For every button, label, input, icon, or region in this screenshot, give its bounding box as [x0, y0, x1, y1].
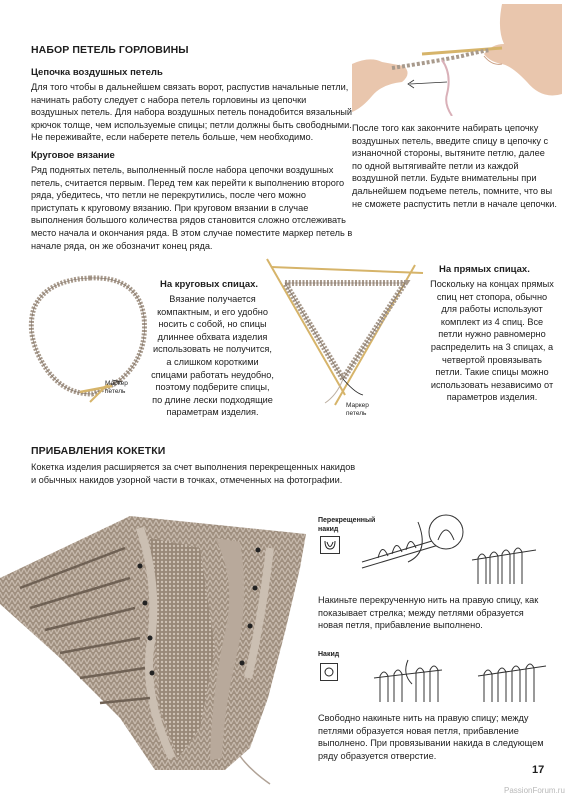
diagram-yo-step2: [476, 652, 548, 704]
page-number: 17: [532, 764, 545, 776]
subheading-on-straight: На прямых спицах.: [439, 264, 530, 275]
marker-label-straight: Маркер петель: [346, 402, 369, 417]
paragraph-crossed-yo: Накиньте перекрученную нить на правую спицу, как показывает стрелка; между петлями образуется новая петля, прибавление выполнено.: [318, 595, 539, 631]
subheading-circular: Круговое вязание: [31, 150, 115, 161]
paragraph-chain: Для того чтобы в дальнейшем связать ворот, распустив начальные петли, начинать работу следует с набора петель горловины из цепочки воздушных петель. Для набора воздушных петель понадобится вязальный крючок толще, чем используемые спицы; петли должны быть свободными. Не переживайте, если наберете петель больше, чем необходимо.: [31, 82, 353, 143]
label-yo: Накид: [318, 651, 340, 658]
section-title-neckline: НАБОР ПЕТЕЛЬ ГОРЛОВИНЫ: [31, 44, 189, 56]
crossed-yo-symbol-icon: [320, 536, 340, 554]
label-crossed-yo: Перекрещенный накид: [318, 517, 376, 533]
illustration-dpn-triangle: [265, 255, 425, 415]
section-title-yoke: ПРИБАВЛЕНИЯ КОКЕТКИ: [31, 445, 166, 457]
diagram-crossed-yo-step2: [470, 540, 538, 588]
paragraph-on-straight: Поскольку на концах прямых спиц нет стопора, обычно для работы используют комплект из 4 спиц. Все петли нужно равномерно распределить на 3 спицах, а четвертой провязывать петли. Такие спицы можно использовать независимо от параметров изделия.: [430, 279, 554, 403]
yo-symbol-icon: [320, 663, 338, 681]
photo-hook-chain: [352, 4, 562, 116]
diagram-crossed-yo-step1: [358, 512, 466, 584]
paragraph-on-circular: Вязание получается компактным, и его удобно носить с собой, но спицы длиннее обхвата изделия использовать не получится, а слишком короткими спицами работать неудобно, поэтому подберите спицы, по длине лески подходящие параметрам изделия.: [151, 294, 274, 418]
marker-label-circular: Маркер петель: [105, 380, 128, 395]
subheading-chain: Цепочка воздушных петель: [31, 67, 163, 78]
paragraph-yoke: Кокетка изделия расширяется за счет выполнения перекрещенных накидов и обычных накидов узорной части в точках, отмеченных на фотографии.: [31, 462, 356, 485]
subheading-on-circular: На круговых спицах.: [160, 279, 259, 290]
paragraph-pickup: После того как закончите набирать цепочку воздушных петель, введите спицу в цепочку с изнаночной стороны, вытяните петлю, далее по одной вытягивайте петли из каждой воздушной петли. Будьте внимательны при дальнейшем подъеме петель, помните, что вы не сможете распустить петли в начале цепочки.: [352, 123, 557, 209]
watermark: PassionForum.ru: [504, 786, 565, 795]
paragraph-yo: Свободно накиньте нить на правую спицу; между петлями образуется новая петля, прибавление выполнено. При провязывании накида в следующем ряду образуется отверстие.: [318, 713, 544, 761]
photo-knitted-yoke: [0, 508, 312, 788]
diagram-yo-step1: [372, 654, 444, 704]
paragraph-circular: Ряд поднятых петель, выполненный после набора цепочки воздушных петель, считается первым. Перед тем как перейти к выполнению второго ряда, убедитесь, что петли не перекрутились, после чего можно приступать к круговому вязанию. При круговом вязании в случае выполнения большого количества рядов становится сложно отслеживать место начала и окончания ряда. В этом случае поместите маркер петель в начале ряда, он же обозначит конец ряда.: [31, 165, 353, 251]
